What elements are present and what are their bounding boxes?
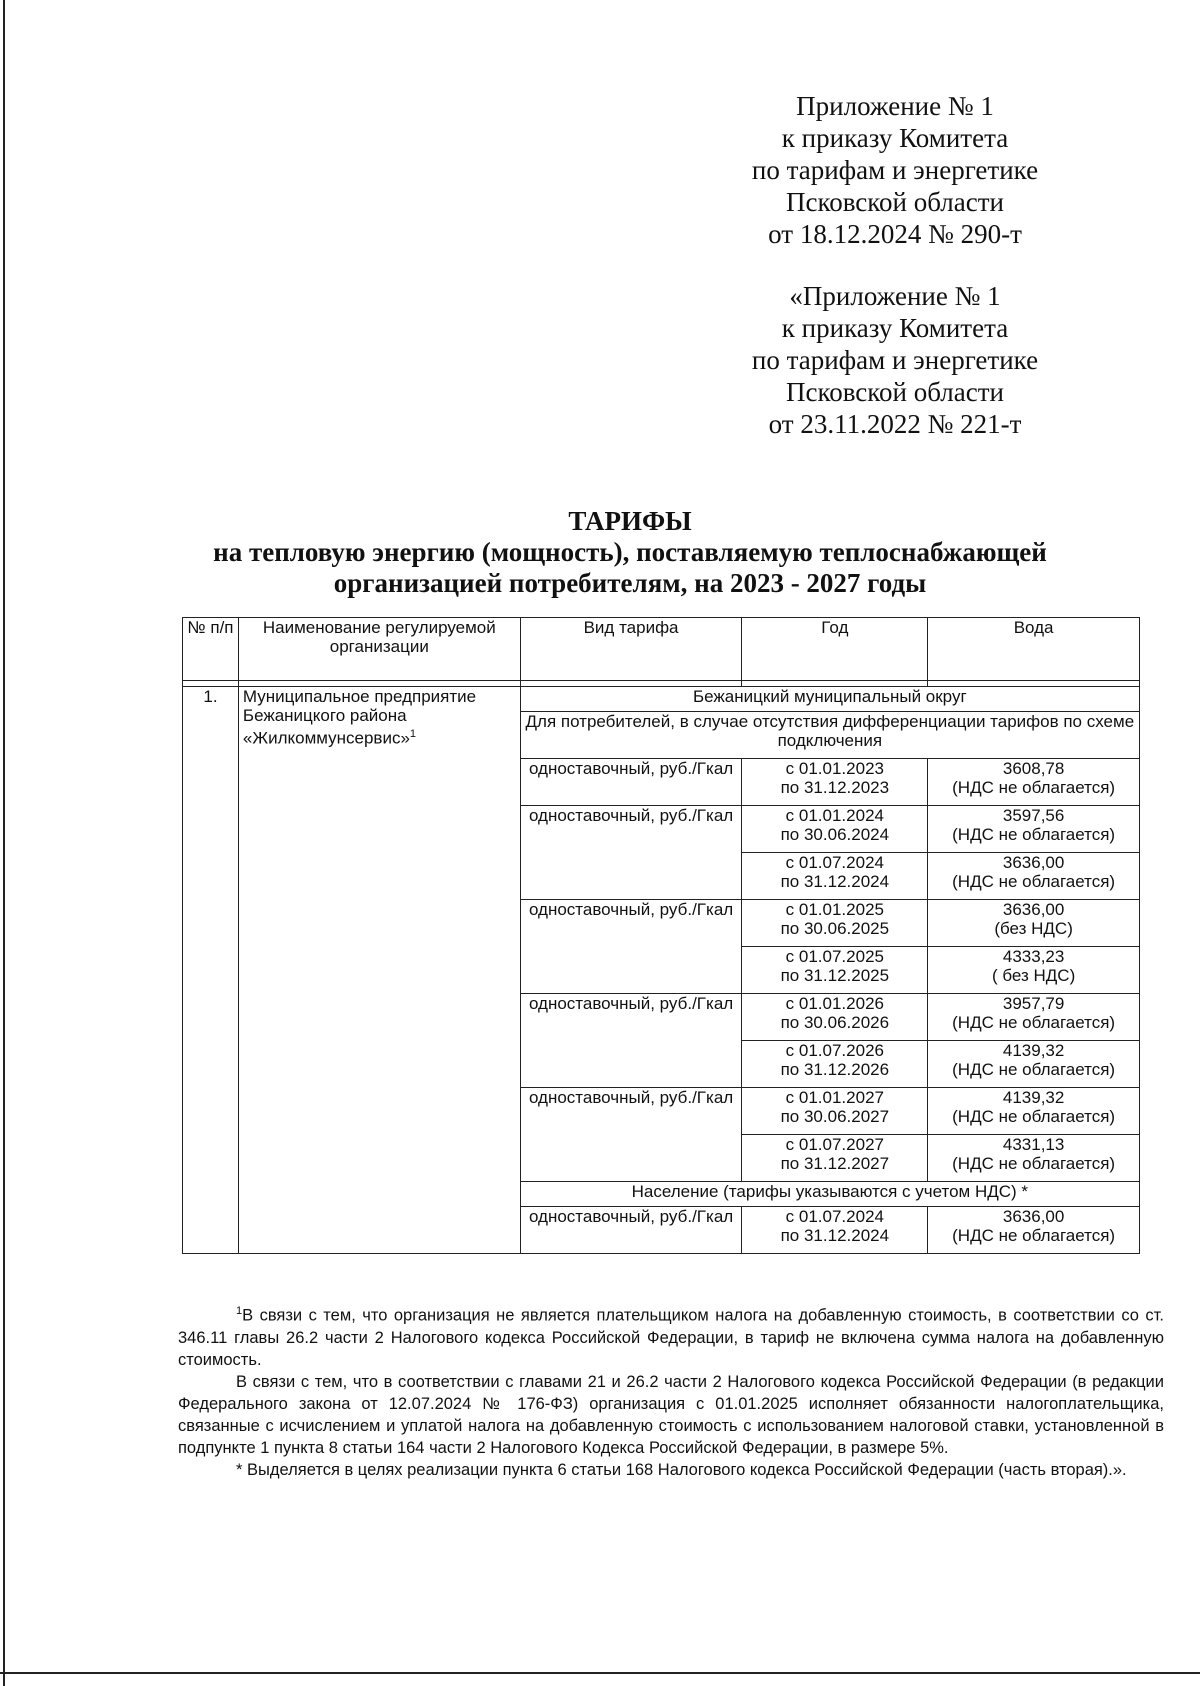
vat-note: (НДС не облагается) — [952, 1154, 1116, 1173]
tariff-value: 4333,23 — [1002, 947, 1065, 966]
vat-note: (НДС не облагается) — [952, 872, 1116, 891]
period-cell — [742, 994, 928, 1041]
water-cell — [928, 806, 1140, 853]
water-cell — [928, 1207, 1140, 1254]
water-cell — [928, 994, 1140, 1041]
period-cell — [742, 900, 928, 947]
vat-note: (НДС не облагается) — [952, 778, 1116, 797]
header-water: Вода — [928, 618, 1140, 681]
annex-line: от 18.12.2024 № 290-т — [768, 219, 1022, 249]
row-number: 1. — [183, 687, 239, 1254]
period-cell — [742, 1135, 928, 1182]
section-consumers: Для потребителей, в случае отсутствия дифференциации тарифов по схеме подключения — [520, 712, 1139, 759]
tariff-type: одноставочный, руб./Гкал — [520, 1207, 742, 1254]
annex-line: Псковской области — [785, 377, 1004, 407]
tariff-type: одноставочный, руб./Гкал — [520, 900, 742, 994]
period-from: с 01.07.2027 — [785, 1135, 884, 1154]
page-border-bottom — [0, 1672, 1200, 1674]
organization-cell — [238, 687, 520, 1254]
footnotes — [178, 1300, 1164, 1481]
vat-note: (НДС не облагается) — [952, 1013, 1116, 1032]
annex-line: к приказу Комитета — [781, 123, 1009, 153]
tariff-type: одноставочный, руб./Гкал — [520, 1088, 742, 1182]
period-to: по 31.12.2024 — [780, 1226, 890, 1245]
water-cell — [928, 1041, 1140, 1088]
period-to: по 30.06.2024 — [780, 825, 890, 844]
district-name: Бежаницкий муниципальный округ — [520, 687, 1139, 712]
section-population: Население (тарифы указываются с учетом НДС) * — [520, 1182, 1139, 1207]
period-from: с 01.07.2026 — [785, 1041, 884, 1060]
period-to: по 31.12.2024 — [780, 872, 890, 891]
header-num: № п/п — [183, 618, 239, 681]
footnote-1 — [178, 1300, 1164, 1371]
period-to: по 30.06.2026 — [780, 1013, 890, 1032]
period-to: по 30.06.2025 — [780, 919, 890, 938]
tariff-value: 3608,78 — [1002, 759, 1065, 778]
tariff-type: одноставочный, руб./Гкал — [520, 806, 742, 900]
period-cell — [742, 947, 928, 994]
period-to: по 30.06.2027 — [780, 1107, 890, 1126]
vat-note: (НДС не облагается) — [952, 825, 1116, 844]
period-from: с 01.01.2023 — [785, 759, 884, 778]
tariffs-table — [182, 617, 1140, 1254]
water-cell — [928, 900, 1140, 947]
annex-header-current — [700, 90, 1090, 250]
period-to: по 31.12.2026 — [780, 1060, 890, 1079]
period-to: по 31.12.2023 — [780, 778, 890, 797]
table-header-row — [183, 618, 1140, 681]
header-organization: Наименование регулируемой организации — [238, 618, 520, 681]
annex-line: по тарифам и энергетике — [751, 345, 1039, 375]
period-cell — [742, 1207, 928, 1254]
period-from: с 01.01.2027 — [785, 1088, 884, 1107]
period-to: по 31.12.2025 — [780, 966, 890, 985]
annex-line: по тарифам и энергетике — [751, 155, 1039, 185]
water-cell — [928, 853, 1140, 900]
header-tariff-type: Вид тарифа — [520, 618, 742, 681]
title-line-1: ТАРИФЫ — [568, 506, 692, 536]
tariff-value: 3636,00 — [1002, 1207, 1065, 1226]
tariff-value: 3636,00 — [1002, 900, 1065, 919]
tariff-value: 3636,00 — [1002, 853, 1065, 872]
annex-line: Псковской области — [785, 187, 1004, 217]
period-from: с 01.07.2024 — [785, 1207, 884, 1226]
period-from: с 01.07.2024 — [785, 853, 884, 872]
period-from: с 01.01.2025 — [785, 900, 884, 919]
period-cell — [742, 853, 928, 900]
footnote-1-text: В связи с тем, что организация не является плательщиком налога на добавленную стоимость, в соответствии со ст. 346.11 главы 26.2 части 2 Налогового кодекса Российской Федерации, в тариф не включена сумма налога на добавленную стоимость. — [178, 1306, 1164, 1369]
tariff-value: 3957,79 — [1002, 994, 1065, 1013]
organization-footnote: 1 — [409, 728, 417, 740]
district-row — [183, 687, 1140, 712]
vat-note: (НДС не облагается) — [952, 1060, 1116, 1079]
tariff-value: 4331,13 — [1002, 1135, 1065, 1154]
footnote-2: В связи с тем, что в соответствии с главами 21 и 26.2 части 2 Налогового кодекса Российской Федерации (в редакции Федерального закона от 12.07.2024 № 176-ФЗ) организация с 01.01.2025 исполняет обязанности налогоплательщика, связанные с исчислением и уплатой налога на добавленную стоимость с использованием налоговой ставки, установленной в подпункте 1 пункта 8 статьи 164 части 2 Налогового Кодекса Российской Федерации, в размере 5%. — [178, 1372, 1164, 1457]
water-cell — [928, 947, 1140, 994]
vat-note: ( без НДС) — [991, 966, 1076, 985]
water-cell — [928, 1088, 1140, 1135]
tariff-value: 4139,32 — [1002, 1088, 1065, 1107]
period-cell — [742, 806, 928, 853]
period-from: с 01.07.2025 — [785, 947, 884, 966]
annex-line: от 23.11.2022 № 221-т — [768, 409, 1022, 439]
period-to: по 31.12.2027 — [780, 1154, 890, 1173]
tariff-type: одноставочный, руб./Гкал — [520, 759, 742, 806]
period-cell — [742, 1088, 928, 1135]
organization-name: Муниципальное предприятие Бежаницкого района «Жилкоммунсервис» — [242, 687, 477, 748]
annex-line: Приложение № 1 — [796, 91, 994, 121]
period-cell — [742, 759, 928, 806]
water-cell — [928, 759, 1140, 806]
title-line-3: организацией потребителям, на 2023 - 2027 годы — [333, 568, 927, 598]
vat-note: (НДС не облагается) — [952, 1107, 1116, 1126]
tariff-value: 4139,32 — [1002, 1041, 1065, 1060]
page-border-left — [3, 0, 5, 1686]
annex-line: к приказу Комитета — [781, 313, 1009, 343]
tariff-type: одноставочный, руб./Гкал — [520, 994, 742, 1088]
annex-line: «Приложение № 1 — [789, 281, 1001, 311]
footnote-asterisk: * Выделяется в целях реализации пункта 6 статьи 168 Налогового кодекса Российской Федерации (часть вторая).». — [236, 1460, 1127, 1479]
water-cell — [928, 1135, 1140, 1182]
period-from: с 01.01.2024 — [785, 806, 884, 825]
document-title — [170, 506, 1090, 599]
annex-header-original — [700, 280, 1090, 440]
period-from: с 01.01.2026 — [785, 994, 884, 1013]
vat-note: (НДС не облагается) — [952, 1226, 1116, 1245]
footnote-mark: 1 — [236, 1305, 243, 1317]
title-line-2: на тепловую энергию (мощность), поставляемую теплоснабжающей — [213, 537, 1047, 567]
header-year: Год — [742, 618, 928, 681]
period-cell — [742, 1041, 928, 1088]
vat-note: (без НДС) — [994, 919, 1073, 938]
tariff-value: 3597,56 — [1002, 806, 1065, 825]
